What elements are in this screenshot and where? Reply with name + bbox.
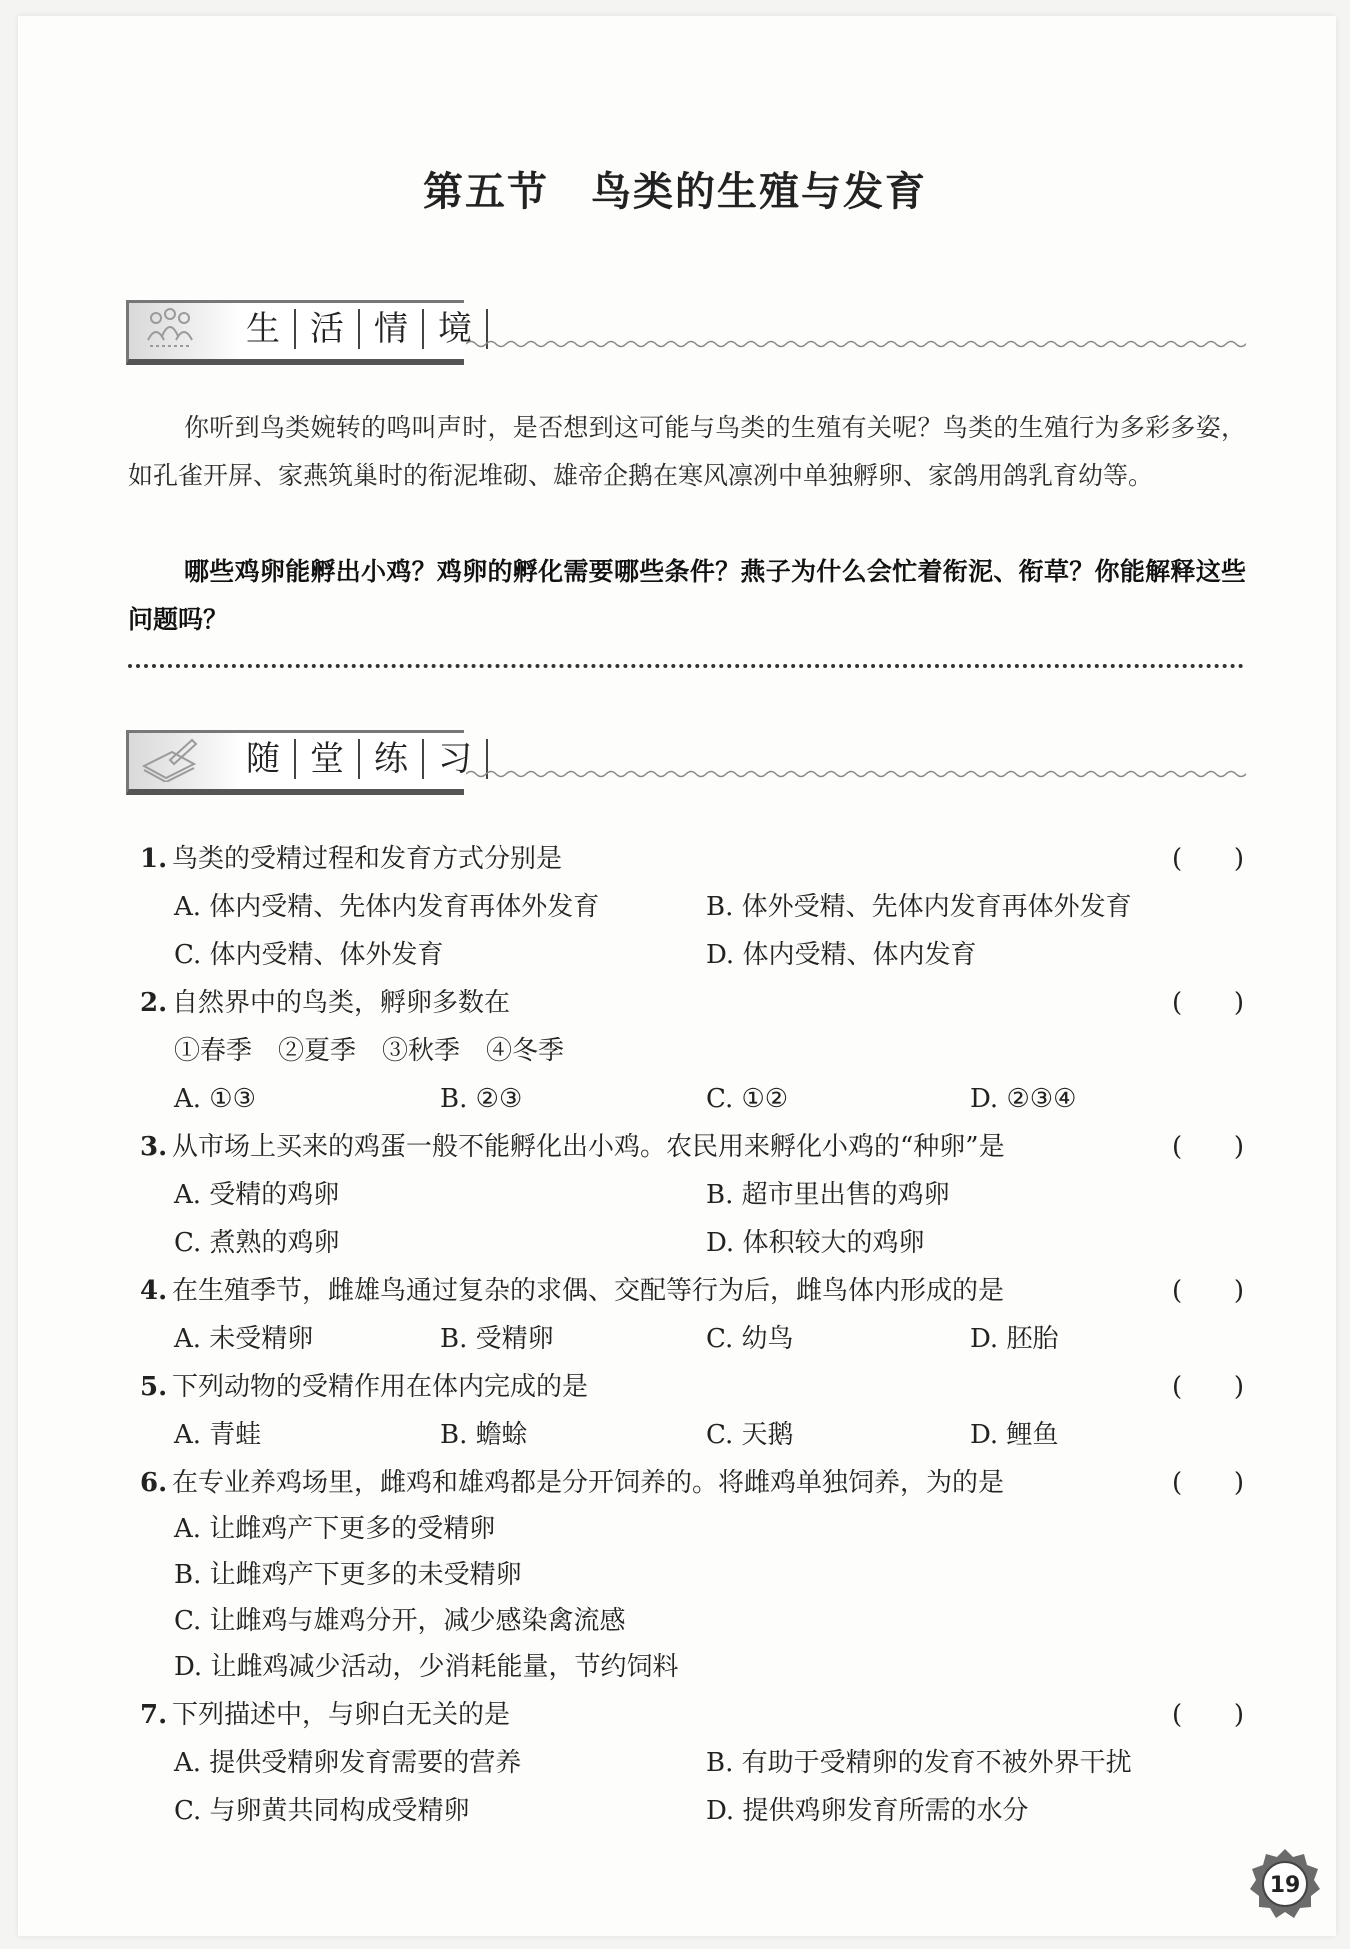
option-c[interactable]: C. 幼鸟 (706, 1324, 794, 1354)
page-title (0, 160, 1350, 217)
question-1-options-row1 (140, 884, 1244, 930)
question-6-option-a (140, 1506, 1244, 1552)
question-3-options-row1 (140, 1172, 1244, 1218)
option-c[interactable]: C. 与卵黄共同构成受精卵 (174, 1796, 470, 1826)
option-a[interactable]: A. 青蛙 (174, 1420, 262, 1450)
question-7: 7. 下列描述中，与卵白无关的是 ( ) (140, 1692, 1244, 1738)
answer-blank[interactable]: ( ) (1172, 1276, 1244, 1306)
option-d[interactable]: D. 胚胎 (970, 1324, 1059, 1354)
question-3: 3. 从市场上买来的鸡蛋一般不能孵化出小鸡。农民用来孵化小鸡的“种卵”是 ( ) (140, 1124, 1244, 1170)
option-d[interactable]: D. 鲤鱼 (970, 1420, 1059, 1450)
question-1-options-row2 (140, 932, 1244, 978)
option-a[interactable]: A. 受精的鸡卵 (174, 1180, 340, 1210)
option-d[interactable]: D. 体积较大的鸡卵 (706, 1228, 925, 1258)
option-b[interactable]: B. 有助于受精卵的发育不被外界干扰 (706, 1748, 1132, 1778)
context-paragraph: 你听到鸟类婉转的鸣叫声时，是否想到这可能与鸟类的生殖有关呢？鸟类的生殖行为多彩多姿，如孔雀开屏、家燕筑巢时的衔泥堆砌、雄帝企鹅在寒风凛冽中单独孵卵、家鸽用鸽乳育幼等。 (128, 413, 1246, 490)
question-6-option-d (140, 1644, 1244, 1690)
question-stem: 下列动物的受精作用在体内完成的是 (172, 1372, 589, 1402)
question-stem: 自然界中的鸟类，孵卵多数在 (172, 988, 511, 1018)
question-5: 5. 下列动物的受精作用在体内完成的是 ( ) (140, 1364, 1244, 1410)
question-stem: 鸟类的受精过程和发育方式分别是 (172, 844, 563, 874)
question-1: 1. 鸟类的受精过程和发育方式分别是 ( ) (140, 836, 1244, 882)
answer-blank[interactable]: ( ) (1172, 1132, 1244, 1162)
question-2-options (140, 1076, 1244, 1122)
question-stem: 下列描述中，与卵白无关的是 (172, 1700, 511, 1730)
option-b[interactable]: B. 受精卵 (440, 1324, 554, 1354)
question-stem: 在专业养鸡场里，雌鸡和雄鸡都是分开饲养的。将雌鸡单独饲养，为的是 (172, 1468, 1005, 1498)
question-7-options-row1 (140, 1740, 1244, 1786)
question-stem: 在生殖季节，雌雄鸟通过复杂的求偶、交配等行为后，雌鸟体内形成的是 (172, 1276, 1005, 1306)
option-d[interactable]: D. 让雌鸡减少活动，少消耗能量，节约饲料 (174, 1652, 679, 1682)
answer-blank[interactable]: ( ) (1172, 1700, 1244, 1730)
question-4: 4. 在生殖季节，雌雄鸟通过复杂的求偶、交配等行为后，雌鸟体内形成的是 ( ) (140, 1268, 1244, 1314)
context-questions: 哪些鸡卵能孵出小鸡？鸡卵的孵化需要哪些条件？燕子为什么会忙着衔泥、衔草？你能解释这些问题吗？ (128, 557, 1246, 634)
option-a[interactable]: A. 体内受精、先体内发育再体外发育 (174, 892, 600, 922)
section-title-practice: 随 堂 练 习 (246, 736, 488, 782)
answer-blank[interactable]: ( ) (1172, 988, 1244, 1018)
dotted-divider (128, 664, 1244, 668)
question-6-option-c (140, 1598, 1244, 1644)
page-number: 19 (1269, 1873, 1301, 1898)
option-d[interactable]: D. 体内受精、体内发育 (706, 940, 977, 970)
section-header-life-context (126, 300, 1244, 360)
option-c[interactable]: C. 让雌鸡与雄鸡分开，减少感染禽流感 (174, 1606, 626, 1636)
wavy-divider (466, 338, 1246, 350)
people-group-icon (140, 306, 198, 352)
section-title: 鸟类的生殖与发育 (591, 168, 927, 215)
page-number-badge (1248, 1847, 1322, 1921)
section-number: 第五节 (423, 168, 549, 215)
option-a[interactable]: A. 让雌鸡产下更多的受精卵 (174, 1514, 496, 1544)
season-choices: ①春季 ②夏季 ③秋季 ④冬季 (174, 1036, 565, 1066)
option-b[interactable]: B. 让雌鸡产下更多的未受精卵 (174, 1560, 522, 1590)
option-c[interactable]: C. 天鹅 (706, 1420, 794, 1450)
question-stem: 从市场上买来的鸡蛋一般不能孵化出小鸡。农民用来孵化小鸡的“种卵”是 (172, 1132, 1005, 1162)
option-a[interactable]: A. 提供受精卵发育需要的营养 (174, 1748, 522, 1778)
answer-blank[interactable]: ( ) (1172, 1468, 1244, 1498)
option-a[interactable]: A. ①③ (174, 1084, 256, 1114)
question-6: 6. 在专业养鸡场里，雌鸡和雄鸡都是分开饲养的。将雌鸡单独饲养，为的是 ( ) (140, 1460, 1244, 1506)
question-5-options (140, 1412, 1244, 1458)
question-6-option-b (140, 1552, 1244, 1598)
option-c[interactable]: C. 煮熟的鸡卵 (174, 1228, 340, 1258)
question-7-options-row2 (140, 1788, 1244, 1834)
question-2: 2. 自然界中的鸟类，孵卵多数在 ( ) (140, 980, 1244, 1026)
option-d[interactable]: D. ②③④ (970, 1084, 1077, 1114)
option-c[interactable]: C. 体内受精、体外发育 (174, 940, 444, 970)
notebook-pencil-icon (140, 736, 198, 782)
section-title-life-context: 生 活 情 境 (246, 306, 488, 352)
answer-blank[interactable]: ( ) (1172, 844, 1244, 874)
option-d[interactable]: D. 提供鸡卵发育所需的水分 (706, 1796, 1029, 1826)
option-c[interactable]: C. ①② (706, 1084, 789, 1114)
answer-blank[interactable]: ( ) (1172, 1372, 1244, 1402)
option-a[interactable]: A. 未受精卵 (174, 1324, 314, 1354)
question-3-options-row2 (140, 1220, 1244, 1266)
option-b[interactable]: B. 体外受精、先体内发育再体外发育 (706, 892, 1132, 922)
section-header-practice (126, 730, 1244, 790)
wavy-divider (466, 768, 1246, 780)
question-2-choices (140, 1028, 1244, 1074)
option-b[interactable]: B. 超市里出售的鸡卵 (706, 1180, 950, 1210)
option-b[interactable]: B. ②③ (440, 1084, 523, 1114)
question-4-options (140, 1316, 1244, 1362)
option-b[interactable]: B. 蟾蜍 (440, 1420, 528, 1450)
